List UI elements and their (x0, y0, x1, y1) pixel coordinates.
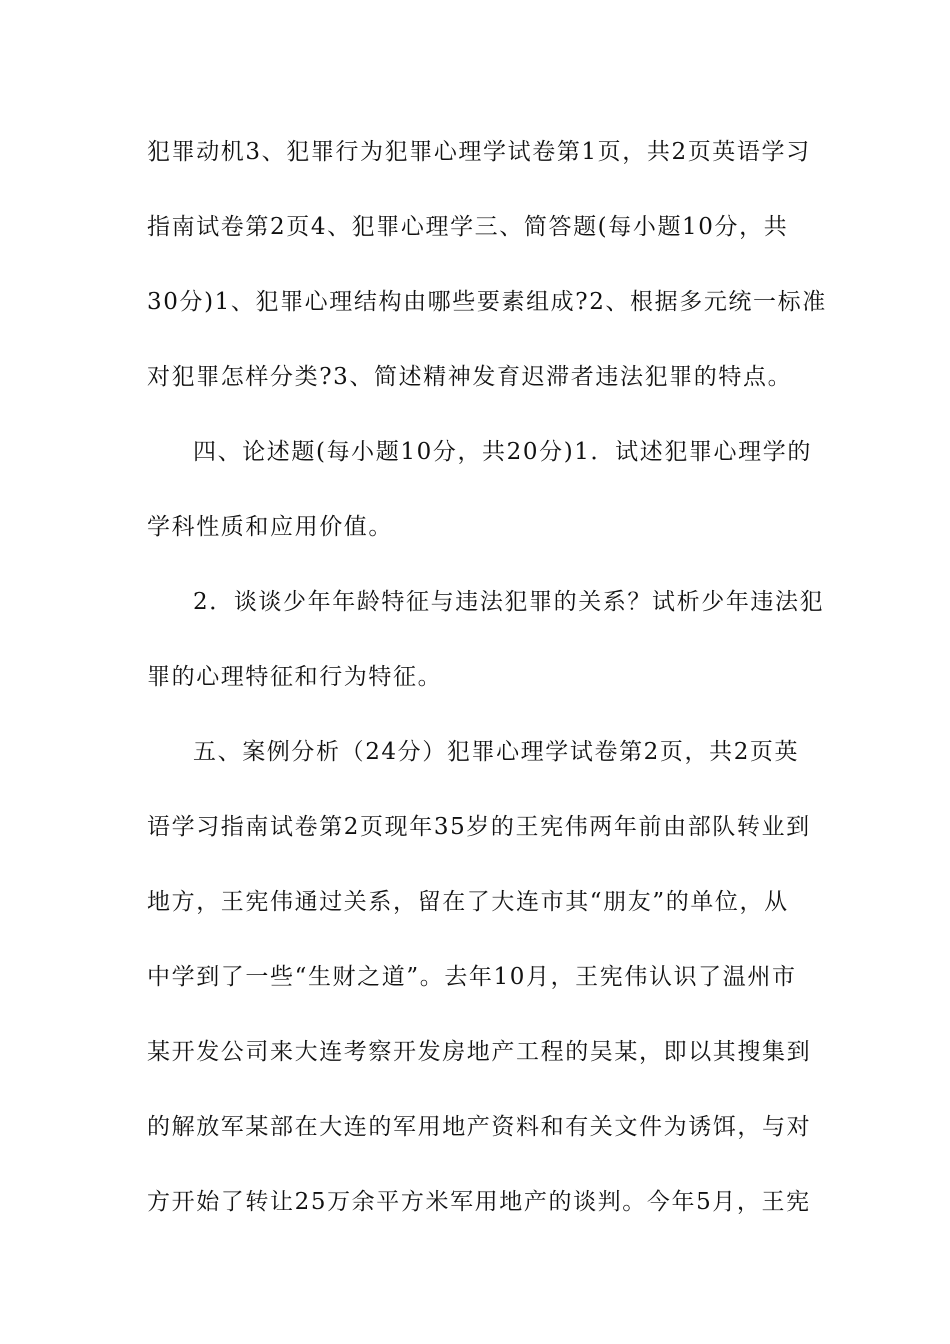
text-line: 某开发公司来大连考察开发房地产工程的吴某，即以其搜集到 (147, 1039, 812, 1065)
text-line: 四、论述题(每小题10分，共20分)1．试述犯罪心理学的 (193, 439, 812, 465)
text-line: 地方，王宪伟通过关系，留在了大连市其“朋友”的单位，从 (147, 889, 789, 915)
text-line: 对犯罪怎样分类?3、简述精神发育迟滞者违法犯罪的特点。 (147, 364, 793, 390)
text-line: 指南试卷第2页4、犯罪心理学三、简答题(每小题10分，共 (147, 214, 789, 240)
text-line: 犯罪动机3、犯罪行为犯罪心理学试卷第1页，共2页英语学习 (147, 139, 811, 165)
text-line: 学科性质和应用价值。 (147, 514, 393, 540)
text-line: 语学习指南试卷第2页现年35岁的王宪伟两年前由部队转业到 (147, 814, 811, 840)
text-line: 中学到了一些“生财之道”。去年10月，王宪伟认识了温州市 (147, 964, 797, 990)
text-line: 五、案例分析（24分）犯罪心理学试卷第2页，共2页英 (193, 739, 800, 765)
text-line: 罪的心理特征和行为特征。 (147, 664, 443, 690)
text-line: 30分)1、犯罪心理结构由哪些要素组成?2、根据多元统一标准 (147, 289, 827, 315)
text-line: 方开始了转让25万余平方米军用地产的谈判。今年5月，王宪 (147, 1189, 811, 1215)
text-line: 的解放军某部在大连的军用地产资料和有关文件为诱饵，与对 (147, 1114, 812, 1140)
text-line: 2．谈谈少年年龄特征与违法犯罪的关系？试析少年违法犯 (193, 589, 825, 615)
